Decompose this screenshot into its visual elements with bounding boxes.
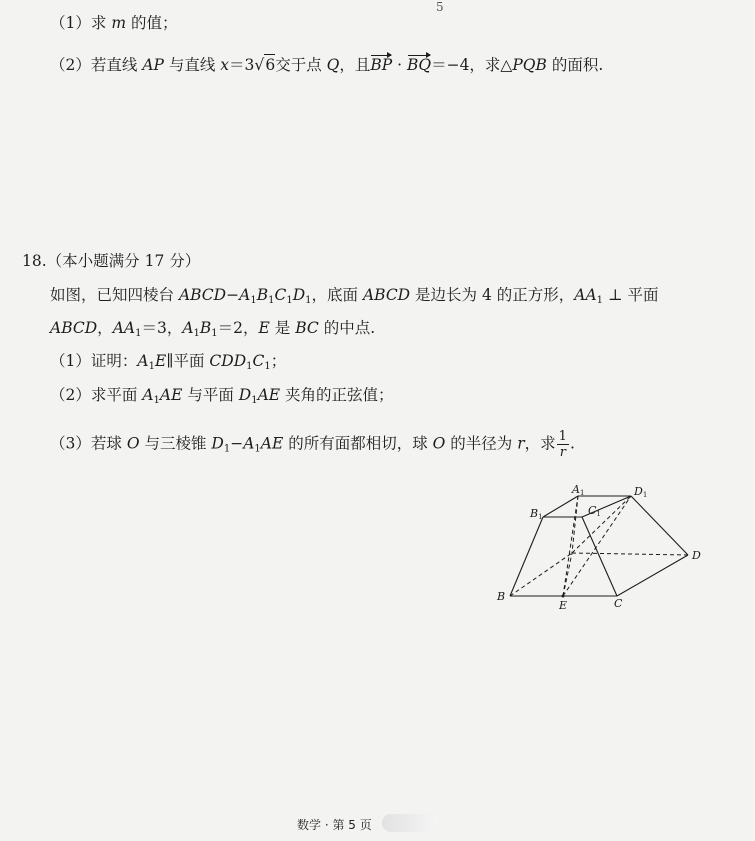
segment-ea1 [563, 496, 578, 596]
page-top-mark: 5 [436, 0, 444, 14]
q18-part2: （2）求平面 $A_1AE$ 与平面 $D_1AE$ 夹角的正弦值； [50, 386, 394, 406]
edge-d1d [631, 496, 688, 555]
point-e [562, 595, 565, 598]
edge-b1a1 [543, 496, 578, 517]
q18-intro-line2: ABCD，$AA_1=3$，$A_1B_1=2$，E 是 BC 的中点. [50, 319, 376, 339]
label-a1: A1 [572, 483, 585, 497]
label-b1: B1 [530, 507, 543, 521]
footer-smudge [382, 814, 438, 832]
q17-part2: （2）若直线 AP 与直线 x＝3√6交于点 Q，且BP · BQ＝−4，求△PQB 的面积. [50, 56, 604, 74]
q18-header: 18.（本小题满分 17 分） [22, 252, 201, 270]
page-footer: 数学 · 第 5 页 [297, 818, 372, 832]
segment-ad1 [572, 496, 631, 553]
edge-c1c [582, 517, 617, 596]
label-b: B [497, 590, 506, 603]
edge-ad-hidden [572, 553, 688, 555]
q17-part1: （1）求 m 的值； [50, 14, 178, 32]
vector-bp: BP [370, 56, 393, 74]
fraction-one-over-r: $\frac{1}{r}$ [558, 429, 567, 460]
q18-part1: （1）证明：$A_1E\parallel$平面 $CDD_1C_1$； [50, 352, 287, 372]
vector-bq: BQ [406, 56, 432, 74]
label-c1: C1 [588, 504, 601, 518]
label-d1: D1 [634, 485, 648, 499]
q18-number: 18. [22, 252, 47, 270]
label-e: E [559, 599, 568, 612]
label-c: C [614, 597, 623, 610]
q18-part3: （3）若球 O 与三棱锥 $D_1-A_1AE$ 的所有面都相切，球 O 的半径为 r，求 $\frac{1}{r}$ . [50, 429, 575, 460]
label-d: D [692, 549, 701, 562]
edge-bb1 [510, 517, 543, 596]
edge-cd [617, 555, 688, 596]
q18-intro-line1: 如图，已知四棱台 $ABCD-A_1B_1C_1D_1$，底面 ABCD 是边长为 4 的正方形，$AA_1$ ⊥ 平面 [50, 286, 659, 306]
